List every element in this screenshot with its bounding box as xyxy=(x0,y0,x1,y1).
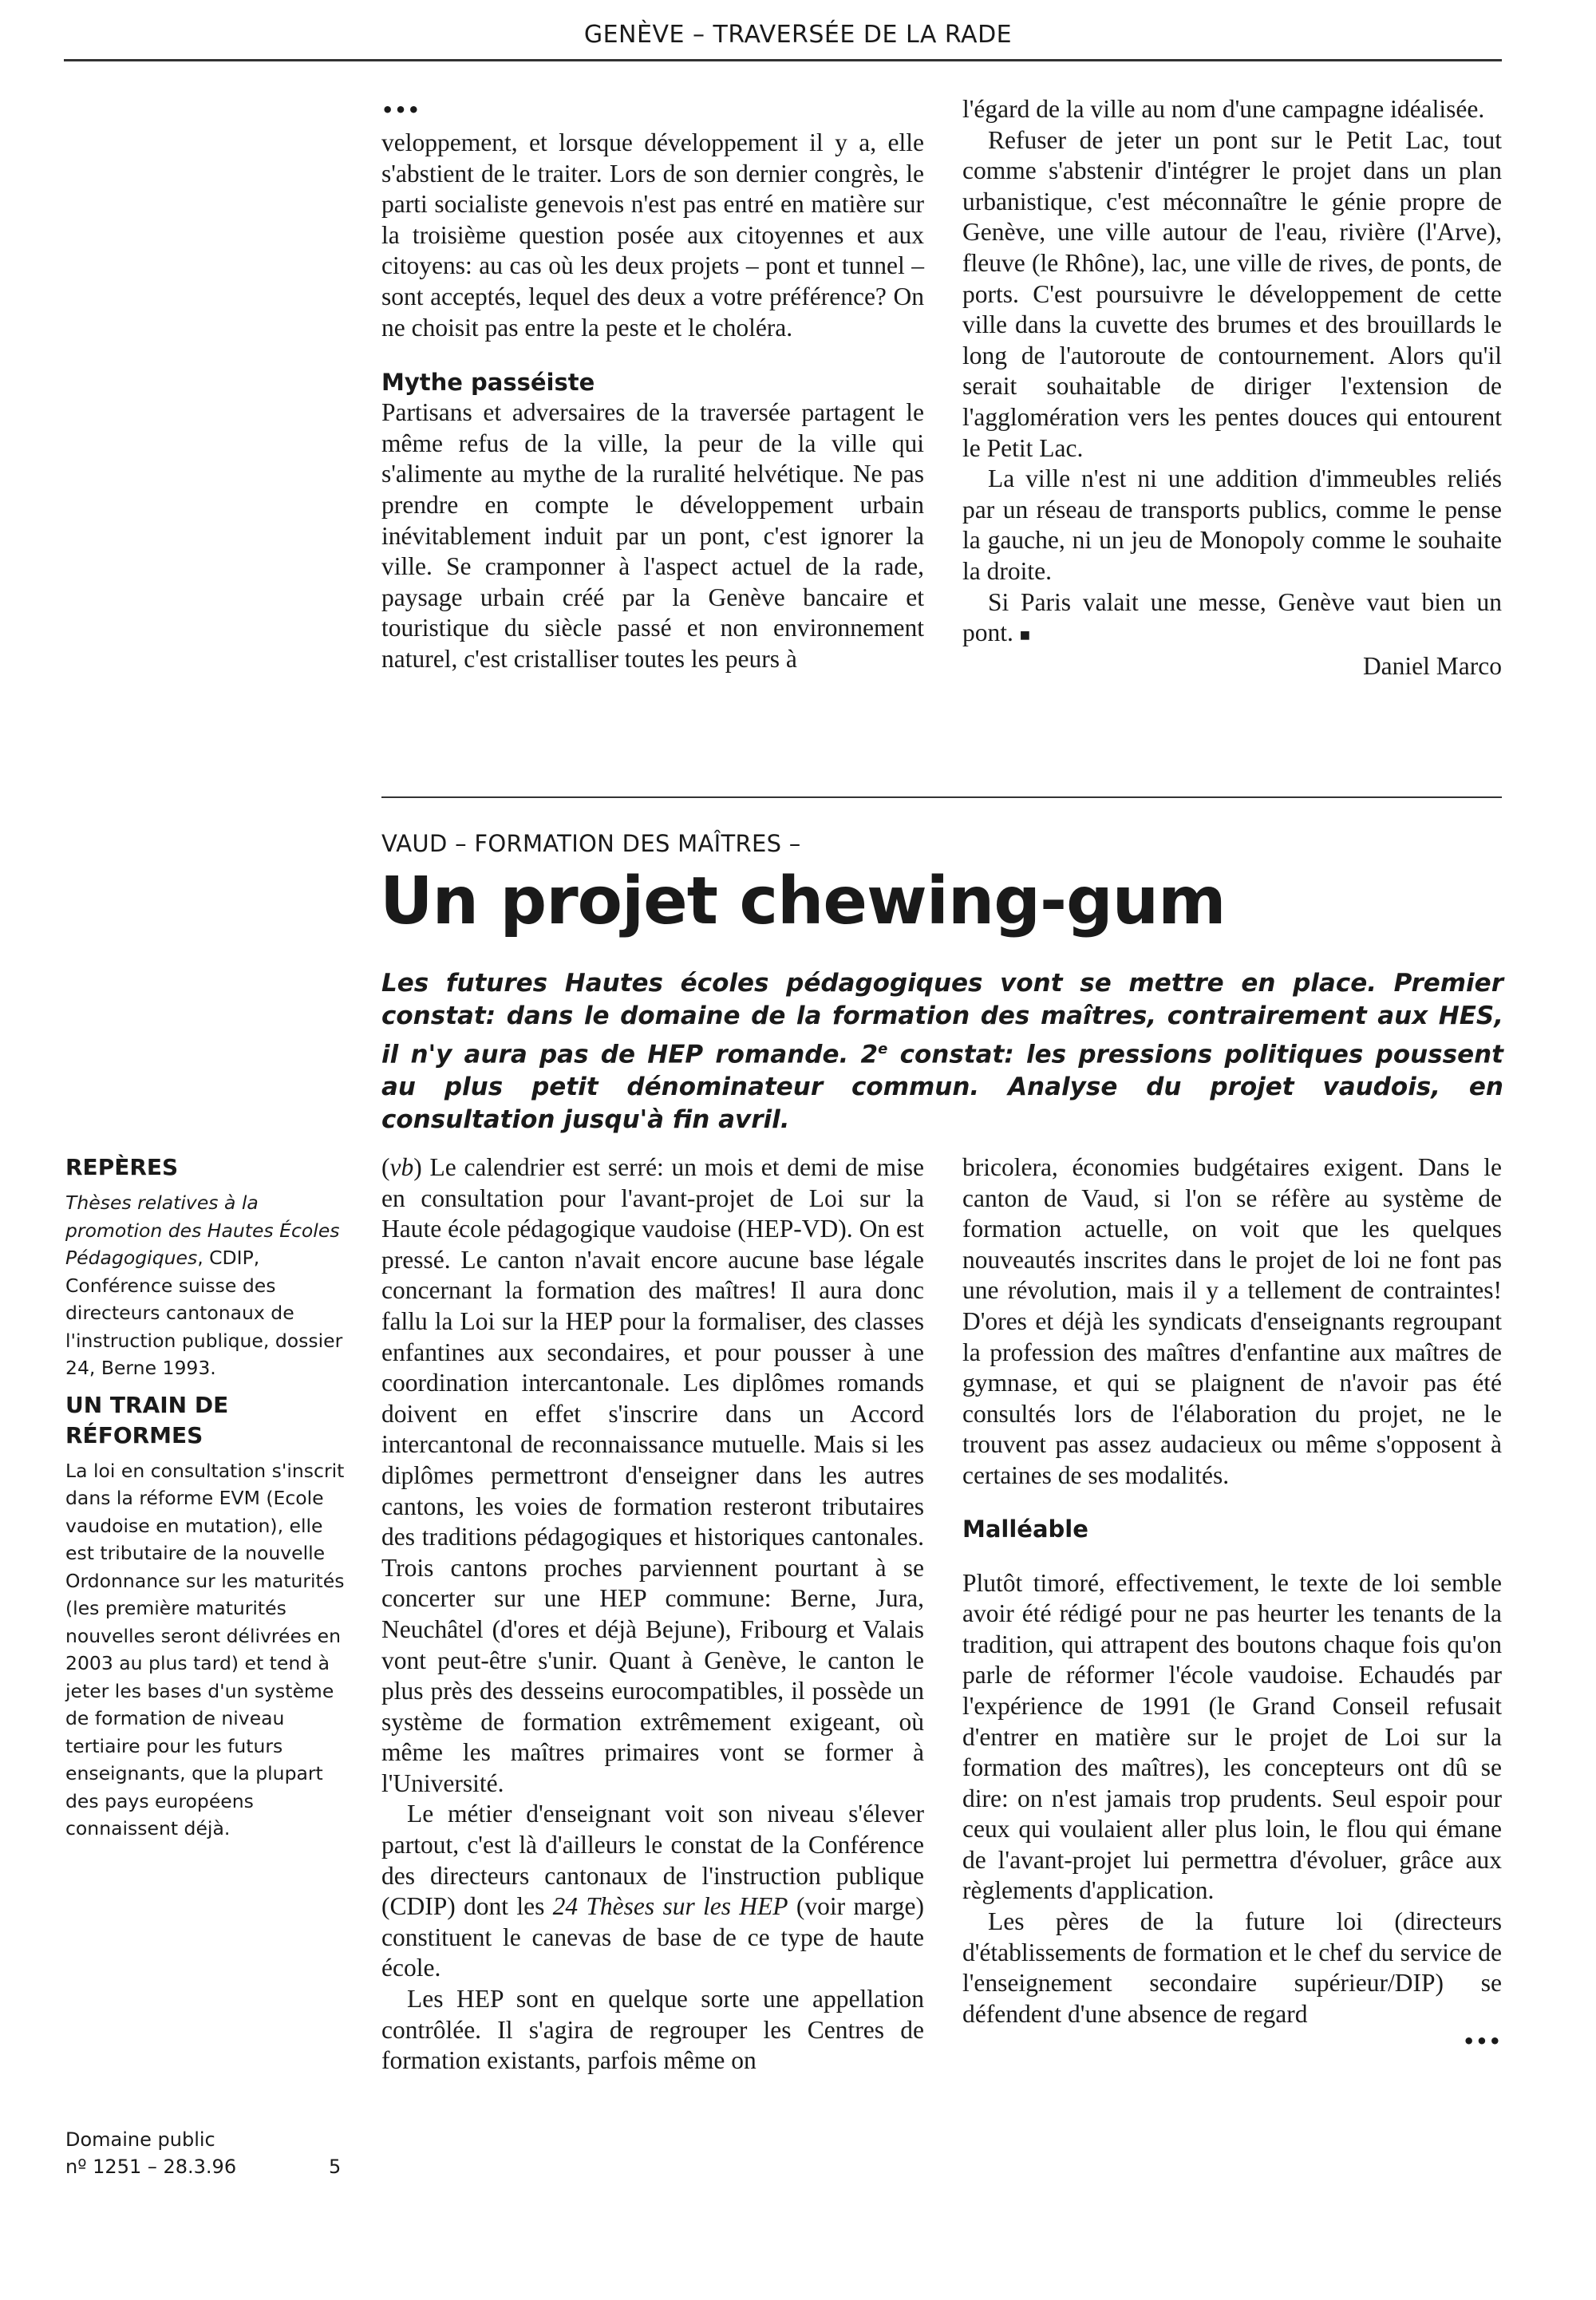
reperes-citation-details: , CDIP, Conférence suisse des directeurs cantonaux de l'instruction publique, dossier 24, Berne 1993. xyxy=(65,1247,343,1379)
end-mark: ■ xyxy=(1019,625,1031,646)
author-initials: vb xyxy=(389,1153,414,1181)
header-rule xyxy=(64,59,1502,61)
vaud-col1-paragraph-3: Les HEP sont en quelque sorte une appellation contrôlée. Il s'agira de regrouper les Centres de formation existants, parfois même on xyxy=(381,1985,924,2075)
vaud-col1-paragraph-2 xyxy=(381,1799,924,1984)
vaud-column-2 xyxy=(962,1152,1502,2053)
geneve-col2-paragraph-4 xyxy=(962,587,1502,651)
continues-marker: ••• xyxy=(1462,2030,1502,2053)
footer-publication: Domaine public xyxy=(65,2128,215,2151)
vaud-subhead: Malléable xyxy=(962,1515,1088,1543)
geneve-column-1 xyxy=(381,99,924,675)
byline: Daniel Marco xyxy=(1362,651,1502,680)
headline: Un projet chewing-gum xyxy=(380,863,1226,939)
geneve-closing-sentence: Si Paris valait une messe, Genève vaut bien un pont. xyxy=(962,587,1502,647)
geneve-col2-paragraph-1: l'égard de la ville au nom d'une campagne idéalisée. xyxy=(962,95,1485,123)
geneve-column-2 xyxy=(962,94,1502,682)
vaud-col1-text-2b: (voir marge) constituent le canevas de base de ce type de haute école. xyxy=(381,1892,924,1982)
vaud-col1-text-1: Le calendrier est serré: un mois et demi de mise en consultation pour l'avant-projet de Loi sur la Haute école pédagogique vaudoise (HEP-VD). On est pressé. Le canton n'avait encore aucune base légale concernant la formation des maîtres! Il aura donc fallu la Loi sur la HEP pour la formaliser, des classes enfantines aux secondaires, et pour pousser à une coordination intercantonale. Les diplômes romands doivent en effet s'inscrire dans un Accord intercantonal de reconnaissance mutuelle. Mais si les diplômes permettront d'enseigner dans les autres cantons, les voies de formation resteront tributaires des traditions pédagogiques et historiques cantonales. Trois cantons proches parviennent pourtant à se concerter sur une HEP commune: Berne, Jura, Neuchâtel (d'ores et déjà Bejune), Fribourg et Valais vont peut-être s'unir. Quant à Genève, le canton le plus près des desseins eurocompatibles, il possède un système de formation extrêmement exigeant, où même les maîtres primaires vont se former à l'Université. xyxy=(381,1153,924,1797)
train-text: La loi en consultation s'inscrit dans la réforme EVM (Ecole vaudoise en mutation), elle est tributaire de la nouvelle Ordonnance sur les maturités (les première maturités nouvelles seront délivrées en 2003 au plus tard) et tend à jeter les bases d'un système de formation de niveau tertiaire pour les futurs enseignants, que la plupart des pays européens connaissent déjà. xyxy=(65,1459,345,1840)
vaud-col2-paragraph-3: Les pères de la future loi (directeurs d'établissements de formation et le chef du service de l'enseignement secondaire supérieur/DIP) se défendent d'une absence de regard xyxy=(962,1907,1502,2028)
vaud-col1-paragraph-1: (vb) Le calendrier est serré: un mois et demi de mise en consultation pour l'avant-projet de Loi sur la Haute école pédagogique vaudoise (HEP-VD). On est pressé. Le canton n'avait encore aucune base légale concernant la formation des maîtres! Il aura donc fallu la Loi sur la HEP pour la formaliser, des classes enfantines aux secondaires, et pour pousser à une coordination intercantonale. Les diplômes romands doivent en effet s'inscrire dans un Accord intercantonal de reconnaissance mutuelle. Mais si les diplômes permettront d'enseigner dans les autres cantons, les voies de formation resteront tributaires des traditions pédagogiques et historiques cantonales. Trois cantons proches parviennent pourtant à se concerter sur une HEP commune: Berne, Jura, Neuchâtel (d'ores et déjà Bejune), Fribourg et Valais vont peut-être s'unir. Quant à Genève, le canton le plus près des desseins eurocompatibles, il possède un système de formation extrêmement exigeant, où même les maîtres primaires vont se former à l'Université. xyxy=(381,1153,924,1797)
reperes-title: REPÈRES xyxy=(65,1154,179,1180)
geneve-col2-paragraph-3: La ville n'est ni une addition d'immeubles reliés par un réseau de transports publics, comme le pense la gauche, ni un jeu de Monopoly comme le souhaite la droite. xyxy=(962,464,1502,585)
lead-paragraph xyxy=(381,967,1503,1136)
vaud-col1-citation: 24 Thèses sur les HEP xyxy=(552,1892,788,1921)
geneve-col1-paragraph-2: Partisans et adversaires de la traversée partagent le même refus de la ville, la peur de la ville qui s'alimente au mythe de la ruralité helvétique. Ne pas prendre en compte le développement urbain inévitablement induit par un pont, c'est ignorer la ville. Se cramponner à l'aspect actuel de la rade, paysage urbain créé par la Genève bancaire et touristique du siècle passé et non environnement naturel, c'est cristalliser toutes les peurs à xyxy=(381,398,924,673)
running-head: GENÈVE – TRAVERSÉE DE LA RADE xyxy=(583,21,1013,49)
geneve-col2-paragraph-2: Refuser de jeter un pont sur le Petit Lac, tout comme s'abstenir d'intégrer le projet dans un plan urbanistique, c'est méconnaître le génie propre de Genève, une ville autour de l'eau, rivière (l'Arve), fleuve (le Rhône), lac, une ville de rives, de ponts, de ports. C'est poursuivre le développement de cette ville dans la cuvette des brumes et des brouillards le long de l'autoroute de contournement. Alors qu'il serait souhaitable de diriger l'extension de l'agglomération vers les pentes douces qui entourent le Petit Lac. xyxy=(962,125,1502,462)
section-tag: VAUD – FORMATION DES MAÎTRES – xyxy=(381,830,801,857)
footer-page-number: 5 xyxy=(329,2156,342,2178)
lead-superscript: e xyxy=(878,1041,888,1057)
footer-issue: nº 1251 – 28.3.96 xyxy=(65,2156,237,2178)
vaud-col1-text-2a: Le métier d'enseignant voit son niveau s'élever partout, c'est là d'ailleurs le constat de la Conférence des directeurs cantonaux de l'instruction publique (CDIP) dont les xyxy=(381,1800,924,1921)
vaud-col2-paragraph-2: Plutôt timoré, effectivement, le texte de loi semble avoir été rédigé pour ne pas heurter les tenants de la tradition, qui attrapent des boutons chaque fois qu'on parle de réformer l'école vaudoise. Echaudés par l'expérience de 1991 (le Grand Conseil refusait d'entrer en matière sur le projet de Loi sur la formation des maîtres), les concepteurs ont dû se dire: on n'est jamais trop prudents. Seul espoir pour ceux qui voulaient aller plus loin, le flou qui émane de l'avant-projet lui permettra d'évoluer, grâce aux règlements d'application. xyxy=(962,1568,1502,1905)
geneve-col1-paragraph-1: veloppement, et lorsque développement il y a, elle s'abstient de le traiter. Lors de son dernier congrès, le parti socialiste genevois n'est pas entré en matière sur la troisième question posée aux citoyennes et aux citoyens: au cas où les deux projets – pont et tunnel – sont acceptés, lequel des deux a votre préférence? On ne choisit pas entre la peste et le choléra. xyxy=(381,128,924,342)
vaud-col2-paragraph-1: bricolera, économies budgétaires exigent. Dans le canton de Vaud, si l'on se réfère au système de formation actuelle, on voit que les quelques nouveautés inscrites dans le projet de loi ne font pas une révolution, mais il y a tellement de contraintes! D'ores et déjà les syndicats d'enseignants regroupant la profession des maîtres d'enfantine aux maîtres de gymnase, et qui se plaignent de n'avoir pas été consultés lors de l'élaboration du projet, ne le trouvent pas assez audacieux ou même s'opposent à certaines de ses modalités. xyxy=(962,1153,1502,1489)
vaud-column-1 xyxy=(381,1152,924,2077)
geneve-subhead: Mythe passéiste xyxy=(381,369,595,397)
train-title: UN TRAIN DE RÉFORMES xyxy=(65,1391,229,1448)
lead-text-1: Les futures Hautes écoles pédagogiques vont se mettre en place. Premier constat: dans le domaine de la formation des maîtres, contrairement aux HES, il n'y aura pas de HEP romande. 2 xyxy=(381,969,1503,1069)
article-separator-rule xyxy=(381,796,1502,798)
margin-notes xyxy=(65,1152,349,1843)
reperes-text xyxy=(65,1189,349,1382)
lead-text-2: constat: les pressions politiques poussent au plus petit dénominateur commun. Analyse du projet vaudois, en consultation jusqu'à fin avril. xyxy=(381,1040,1504,1135)
reperes-citation-title: Thèses relatives à la promotion des Hautes Écoles Pédagogiques xyxy=(65,1191,340,1269)
continued-marker: ••• xyxy=(381,99,421,121)
